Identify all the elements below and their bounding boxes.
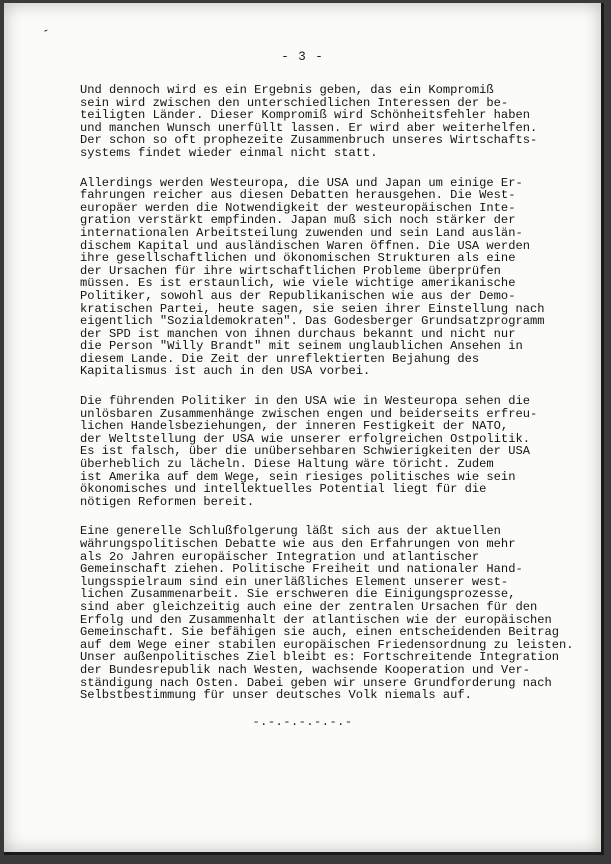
paragraph-3	[80, 395, 580, 508]
text-line: Allerdings werden Westeuropa, die USA und Japan um einige Er-	[80, 175, 523, 190]
end-separator: -.-.-.-.-.-.-	[252, 715, 353, 729]
text-line: ökonomisches und intellektuelles Potential liegt für die	[80, 482, 487, 497]
paragraph-1	[80, 84, 580, 160]
text-line: eigentlich "Sozialdemokraten". Das Godesberger Grundsatzprogramm	[80, 314, 545, 329]
text-line: fahrungen reicher aus diesen Debatten herausgehen. Die West-	[80, 188, 516, 203]
text-line: Der schon so oft prophezeite Zusammenbruch unseres Wirtschafts-	[80, 133, 538, 148]
text-line: teiligten Länder. Dieser Kompromiß wird Schönheitsfehler haben	[80, 108, 530, 123]
text-line: als 2o Jahren europäischer Integration und atlantischer	[80, 549, 480, 564]
text-line: auf dem Wege einer stabilen europäischen Friedensordnung zu leisten.	[80, 637, 574, 652]
text-line: lichen Handelsbeziehungen, der inneren Festigkeit der NATO,	[80, 419, 509, 434]
text-line: ihre gesellschaftlichen und ökonomischen Strukturen als eine	[80, 251, 516, 266]
text-line: Und dennoch wird es ein Ergebnis geben, das ein Kompromiß	[80, 83, 494, 97]
page-number: - 3 -	[281, 50, 324, 64]
text-line: systems findet wieder einmal nicht statt.	[80, 145, 378, 160]
text-line: Gemeinschaft ziehen. Politische Freiheit und nationaler Hand-	[80, 562, 523, 577]
text-line: Politiker, sowohl aus der Republikanischen wie aus der Demo-	[80, 288, 516, 303]
text-line: lungsspielraum sind ein unerläßliches Element unserer west-	[80, 574, 509, 589]
text-line: der Weltstellung der USA wie unserer erfolgreichen Ostpolitik.	[80, 431, 530, 446]
text-line: dischem Kapital und ausländischen Waren öffnen. Die USA werden	[80, 238, 530, 253]
text-line: sein wird zwischen den unterschiedlichen Interessen der be-	[80, 95, 509, 110]
text-line: kratischen Partei, heute sagen, sie seien ihrer Einstellung nach	[80, 301, 545, 316]
text-line: Erfolg und den Zusammenhalt der atlantischen wie der europäischen	[80, 612, 552, 627]
text-line: Eine generelle Schlußfolgerung läßt sich aus der aktuellen	[80, 524, 501, 539]
text-line: überheblich zu lächeln. Diese Haltung wäre töricht. Zudem	[80, 457, 494, 472]
text-line: lichen Zusammenarbeit. Sie erschweren die Einigungsprozesse,	[80, 587, 516, 602]
text-line: sind aber gleichzeitig auch eine der zentralen Ursachen für den	[80, 599, 538, 614]
text-line: die Person "Willy Brandt" mit seinem unglaublichen Ansehen in	[80, 339, 523, 354]
document-body	[80, 84, 580, 719]
text-line: währungspolitischen Debatte wie aus den Erfahrungen von mehr	[80, 537, 516, 551]
text-line: ist Amerika auf dem Wege, sein riesiges politisches wie sein	[80, 469, 516, 484]
text-line: der SPD ist manchen von ihnen durchaus bekannt und nicht nur	[80, 326, 516, 341]
text-line: nötigen Reformen bereit.	[80, 494, 255, 509]
text-line: der Ursachen für ihre wirtschaftlichen Probleme überprüfen	[80, 263, 501, 278]
text-line: diesem Lande. Die Zeit der unreflektierten Bejahung des	[80, 351, 480, 366]
text-line: unlösbaren Zusammenhänge zwischen engen und beiderseits erfreu-	[80, 406, 538, 421]
text-line: Die führenden Politiker in den USA wie in Westeuropa sehen die	[80, 394, 530, 409]
paragraph-4	[80, 525, 580, 701]
paragraph-2	[80, 177, 580, 379]
text-line: Selbstbestimmung für unser deutsches Volk niemals auf.	[80, 688, 472, 703]
text-line: ständigung nach Osten. Dabei geben wir unsere Grundforderung nach	[80, 675, 552, 690]
document-page	[4, 3, 604, 855]
text-line: der Bundesrepublik nach Westen, wachsende Kooperation und Ver-	[80, 662, 530, 677]
text-line: müssen. Es ist erstaunlich, wie viele wichtige amerikanische	[80, 276, 516, 291]
corner-mark: -	[39, 22, 52, 38]
text-line: Es ist falsch, über die unübersehbaren Schwierigkeiten der USA	[80, 444, 530, 459]
text-line: und manchen Wunsch unerfüllt lassen. Er wird aber weiterhelfen.	[80, 120, 538, 135]
text-line: Kapitalismus ist auch in den USA vorbei.	[80, 364, 371, 379]
text-line: Gemeinschaft. Sie befähigen sie auch, einen entscheidenden Beitrag	[80, 625, 559, 640]
text-line: Unser außenpolitisches Ziel bleibt es: Fortschreitende Integration	[80, 650, 559, 665]
text-line: internationalen Arbeitsteilung zuwenden und sein Land auslän-	[80, 225, 523, 240]
text-line: gration verstärkt empfinden. Japan muß sich noch stärker der	[80, 213, 516, 228]
text-line: europäer werden die Notwendigkeit der westeuropäischen Inte-	[80, 200, 516, 215]
